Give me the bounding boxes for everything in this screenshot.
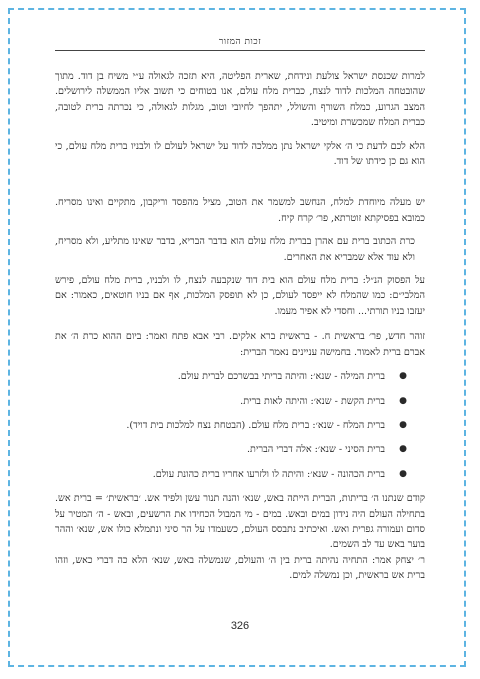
list-item-text: ברית הקשת - שנא׳: והיתה לאות ברית. <box>240 395 385 407</box>
list-item-text: ברית הכהונה - שנא׳: והיתה לו ולזרעו אחריו ברית כהונת עולם. <box>152 468 385 480</box>
page-number: 326 <box>230 620 250 632</box>
bullet-icon: ● <box>399 468 407 479</box>
bullet-icon: ● <box>399 444 407 455</box>
paragraph-2: הלא לכם לדעת כי ה׳ אלקי ישראל נתן ממלכה לדוד על ישראל לעולם לו ולבניו ברית מלח עולם, כי הוא גם כן כידתו של דוד. <box>55 140 425 168</box>
list-item <box>55 442 425 457</box>
paragraph-8: ר׳ יצחק אמר: התחיה נהיתה ברית בין ה׳ והעולם, שנמשלה באש, שנא׳ הלא כה דברי כאש, וזהו ברית אש בראשית, וכן נמשלה למים. <box>55 554 425 582</box>
paragraph-3: יש מעלה מיוחדת למלח, הנחשב למשמר את הטוב, מציל מהפסד וריקבון, מתקיים ואינו מסריח. כמובא בפסיקתא זוטרתא, פר׳ קרח קיח. <box>55 197 425 224</box>
list-item <box>55 418 425 433</box>
paragraph-1: למרות שכנסת ישראל צולעת ונידחת, שארית הפליטה, היא תזכה לגאולה ע״י משיח בן דוד. מתוך שהובטחה המלכות לדוד לנצח, כברית מלח עולם, אנו בטוחים כי תשוב אליו הממשלה לירושלים. המצב הגרוע, כמלח השורף והשולל, יתהפך לחיובי וטוב, מגלות לגאולה, כי נכרתה ברית לטובה, כברית המלח שמכשרת ומיטיב. <box>55 71 425 129</box>
paragraph-7: קודם שנתנו ה׳ בריתות, הברית הייתה באש, שנא׳ והנה תנור עשן ולפיד אש. ׳בראשית׳ = ברית אש. בתחילה העולם היה נידון במים ובאש. במים - מי המבול הכחידו את הרשעים, ובאש - ה׳ המטיר על סדום ועמורה גפרית ואש. ואיכתיב נתבסס העולם, כשעמדו על הר סיני ונתמלא כולו אש, שנא׳ וההר בוער באש עד לב השמים. <box>55 493 425 551</box>
list-item <box>55 369 425 384</box>
paragraph-6: זוהר חדש, פר׳ בראשית ח. - בראשית ברא אלקים. רבי אבא פתח ואמר: ביום ההוא כרת ה׳ את אברם ברית לאמור. בחמישה עניינים נאמר הברית: <box>55 331 425 358</box>
list-item-text: ברית הסיני - שנא׳: אלה דברי הברית. <box>247 444 385 456</box>
running-header: זכות המזור <box>218 37 262 47</box>
paragraph-4-quote: כרת הכתוב ברית עם אהרן בברית מלח עולם הוא בדבר הבריא, בדבר שאינו מתליע, ולא מסריח, ולא עוד אלא שמבריא את האחרים. <box>55 236 415 263</box>
bullet-icon: ● <box>399 371 407 382</box>
list-item-text: ברית המילה - שנא׳: והיתה בריתי בבשרכם לברית עולם. <box>177 371 385 383</box>
paragraph-5: על הפסוק הנ״ל: ברית מלח עולם הוא בית דוד שנקבעה לנצח, לו ולבניו, ברית מלח עולם, פירש המלבי״ם: כמו שהמלח לא ייפסד לעולם, כן לא תופסק המלכות, אף אם בניו חוטאים, כאמור: אם יעזבו בניו תורתי... וחסדי לא אפיר מעמו. <box>55 275 425 317</box>
header-rule <box>55 50 425 51</box>
document-page <box>55 36 425 584</box>
covenant-list <box>55 369 425 482</box>
bullet-icon: ● <box>399 395 407 406</box>
list-item-text: ברית המלח - שנא׳: ברית מלח עולם. (הבטחת נצח למלכות בית דויד). <box>126 419 385 431</box>
list-item <box>55 467 425 482</box>
list-item <box>55 394 425 409</box>
bullet-icon: ● <box>399 419 407 430</box>
